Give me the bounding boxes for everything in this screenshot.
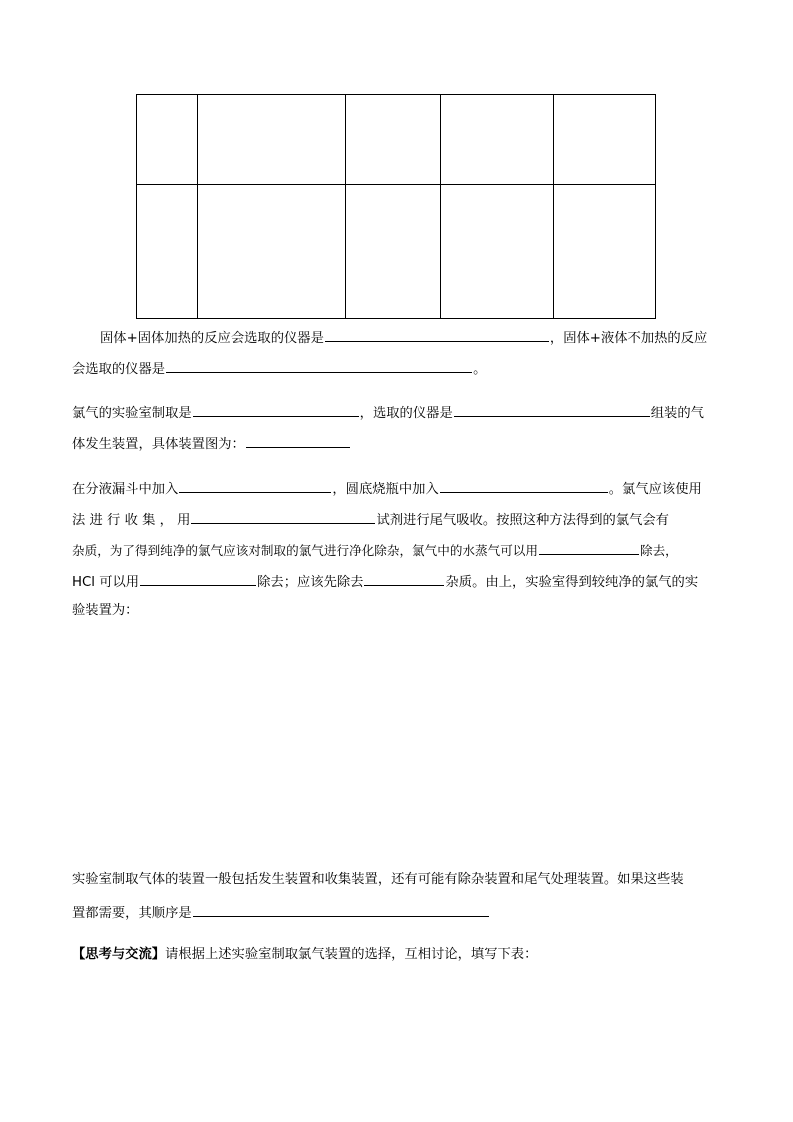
answer-blank[interactable] (193, 901, 489, 917)
paragraph-reagents-line3 (72, 539, 678, 561)
answer-blank[interactable] (193, 401, 359, 417)
text: 。 (473, 362, 487, 377)
table-row-divider (137, 184, 655, 185)
answer-blank[interactable] (539, 539, 639, 555)
answer-blank[interactable] (325, 326, 549, 342)
table-column-divider (440, 95, 441, 318)
paragraph-discussion (72, 945, 537, 965)
text: 请根据上述实验室制取氯气装置的选择，互相讨论，填写下表： (165, 947, 538, 962)
text: 除去；应该先除去 (257, 575, 364, 590)
paragraph-reagents-line1 (72, 477, 702, 500)
text: 置都需要，其顺序是 (72, 906, 192, 921)
answer-blank[interactable] (191, 508, 375, 524)
table-column-divider (553, 95, 554, 318)
text: 会选取的仪器是 (72, 362, 166, 377)
text: 组装的气 (650, 406, 704, 421)
text: 除去， (639, 543, 678, 558)
paragraph-apparatus-order-line2 (72, 901, 490, 924)
text: 。氯气应该使用 (608, 482, 702, 497)
answer-blank[interactable] (246, 432, 350, 448)
paragraph-chlorine-prep-line2 (72, 432, 351, 455)
text: 体发生装置，具体装置图为： (72, 437, 245, 452)
answer-blank[interactable] (454, 401, 650, 417)
table-column-divider (345, 95, 346, 318)
section-heading: 【思考与交流】 (72, 947, 166, 962)
text: 验装置为： (72, 603, 139, 618)
paragraph-apparatus-order-line1 (72, 870, 684, 890)
table-column-divider (197, 95, 198, 318)
answer-blank[interactable] (179, 477, 331, 493)
blank-table (136, 94, 656, 319)
paragraph-instruments-line2 (72, 357, 486, 380)
text: 杂质，为了得到纯净的氯气应该对制取的氯气进行净化除杂，氯气中的水蒸气可以用 (72, 543, 538, 558)
text: 法 进 行 收 集 ， 用 (72, 513, 191, 528)
text: ，固体+液体不加热的反应 (549, 331, 708, 346)
answer-blank[interactable] (140, 570, 256, 586)
text: 试剂进行尾气吸收。按照这种方法得到的氯气会有 (376, 513, 669, 528)
text: 氯气的实验室制取是 (72, 406, 192, 421)
text: ，选取的仪器是 (359, 406, 453, 421)
text: 实验室制取气体的装置一般包括发生装置和收集装置，还有可能有除杂装置和尾气处理装置。如果这些装 (72, 872, 684, 887)
answer-blank[interactable] (440, 477, 608, 493)
answer-blank[interactable] (166, 357, 472, 373)
text: 在分液漏斗中加入 (72, 482, 179, 497)
paragraph-instruments-line1 (100, 326, 707, 349)
text: 杂质。由上，实验室得到较纯净的氯气的实 (445, 575, 699, 590)
answer-blank[interactable] (364, 570, 444, 586)
paragraph-chlorine-prep-line1 (72, 401, 704, 424)
text: HCl 可以用 (72, 575, 140, 590)
paragraph-reagents-line5 (72, 601, 138, 621)
paragraph-reagents-line4 (72, 570, 698, 593)
text: 固体+固体加热的反应会选取的仪器是 (100, 331, 324, 346)
paragraph-reagents-line2 (72, 508, 669, 531)
text: ，圆底烧瓶中加入 (332, 482, 439, 497)
